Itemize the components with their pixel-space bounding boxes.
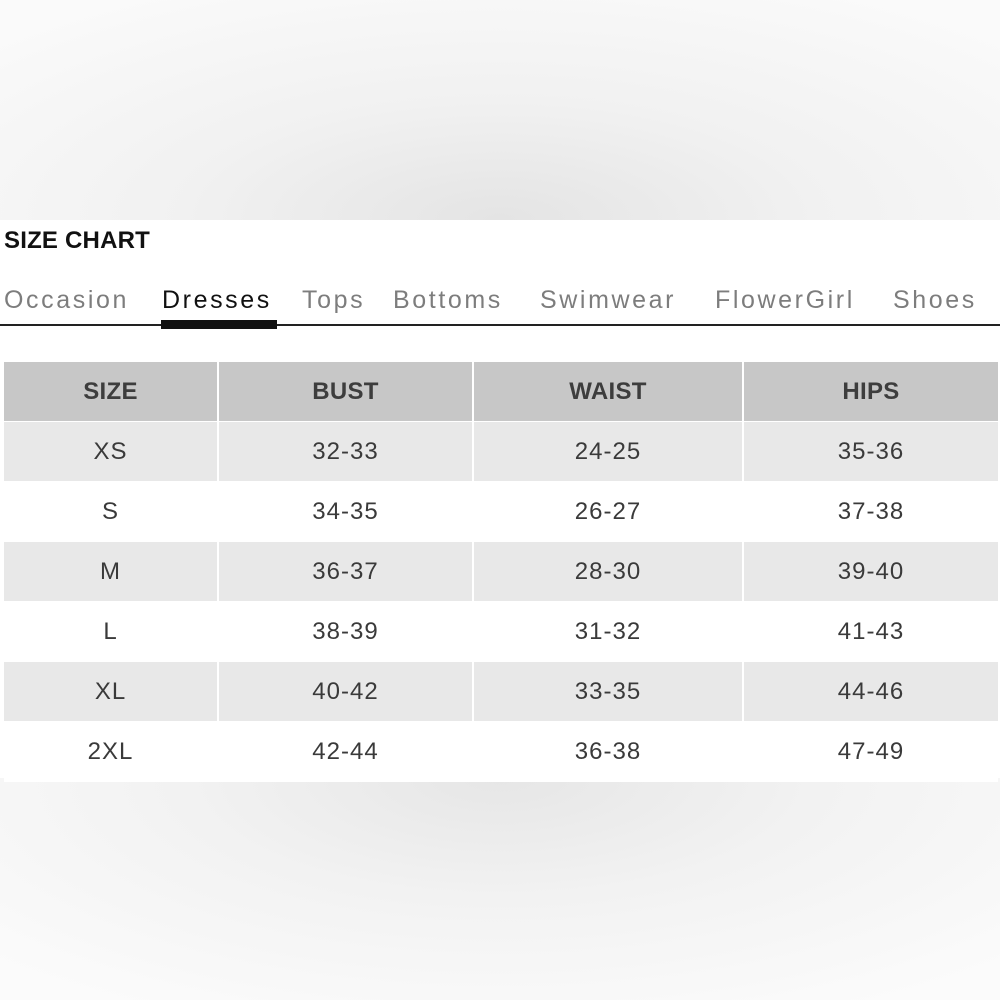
- column-header-waist: WAIST: [473, 362, 743, 422]
- background-bottom: [0, 778, 1000, 1000]
- tab-shoes[interactable]: Shoes: [893, 286, 977, 314]
- table-row: [4, 662, 998, 722]
- tab-flowergirl[interactable]: FlowerGirl: [715, 286, 855, 314]
- tab-bottoms[interactable]: Bottoms: [393, 286, 503, 314]
- table-row: [4, 422, 998, 482]
- waist-cell: 31-32: [473, 602, 743, 662]
- column-header-bust: BUST: [218, 362, 473, 422]
- table-header-row: [4, 362, 998, 422]
- waist-cell: 36-38: [473, 722, 743, 782]
- waist-cell: 28-30: [473, 542, 743, 602]
- hips-cell: 41-43: [743, 602, 998, 662]
- tab-swimwear[interactable]: Swimwear: [540, 286, 677, 314]
- size-cell: M: [4, 542, 218, 602]
- size-chart-panel: [0, 220, 1000, 778]
- bust-cell: 40-42: [218, 662, 473, 722]
- table-row: [4, 482, 998, 542]
- waist-cell: 24-25: [473, 422, 743, 482]
- table-row: [4, 542, 998, 602]
- waist-cell: 26-27: [473, 482, 743, 542]
- size-cell: L: [4, 602, 218, 662]
- waist-cell: 33-35: [473, 662, 743, 722]
- column-header-hips: HIPS: [743, 362, 998, 422]
- size-cell: XL: [4, 662, 218, 722]
- hips-cell: 39-40: [743, 542, 998, 602]
- tab-occasion[interactable]: Occasion: [4, 286, 130, 314]
- column-header-size: SIZE: [4, 362, 218, 422]
- hips-cell: 35-36: [743, 422, 998, 482]
- table-row: [4, 602, 998, 662]
- hips-cell: 37-38: [743, 482, 998, 542]
- bust-cell: 42-44: [218, 722, 473, 782]
- size-cell: S: [4, 482, 218, 542]
- tab-dresses[interactable]: Dresses: [162, 286, 272, 314]
- page-title: SIZE CHART: [4, 227, 150, 254]
- size-cell: XS: [4, 422, 218, 482]
- tab-tops[interactable]: Tops: [302, 286, 366, 314]
- bust-cell: 38-39: [218, 602, 473, 662]
- background-top: [0, 0, 1000, 220]
- table-row: [4, 722, 998, 782]
- hips-cell: 44-46: [743, 662, 998, 722]
- hips-cell: 47-49: [743, 722, 998, 782]
- active-tab-indicator: [161, 320, 277, 329]
- bust-cell: 34-35: [218, 482, 473, 542]
- category-tabs: [0, 280, 1000, 326]
- size-cell: 2XL: [4, 722, 218, 782]
- bust-cell: 36-37: [218, 542, 473, 602]
- size-table: [4, 362, 998, 782]
- bust-cell: 32-33: [218, 422, 473, 482]
